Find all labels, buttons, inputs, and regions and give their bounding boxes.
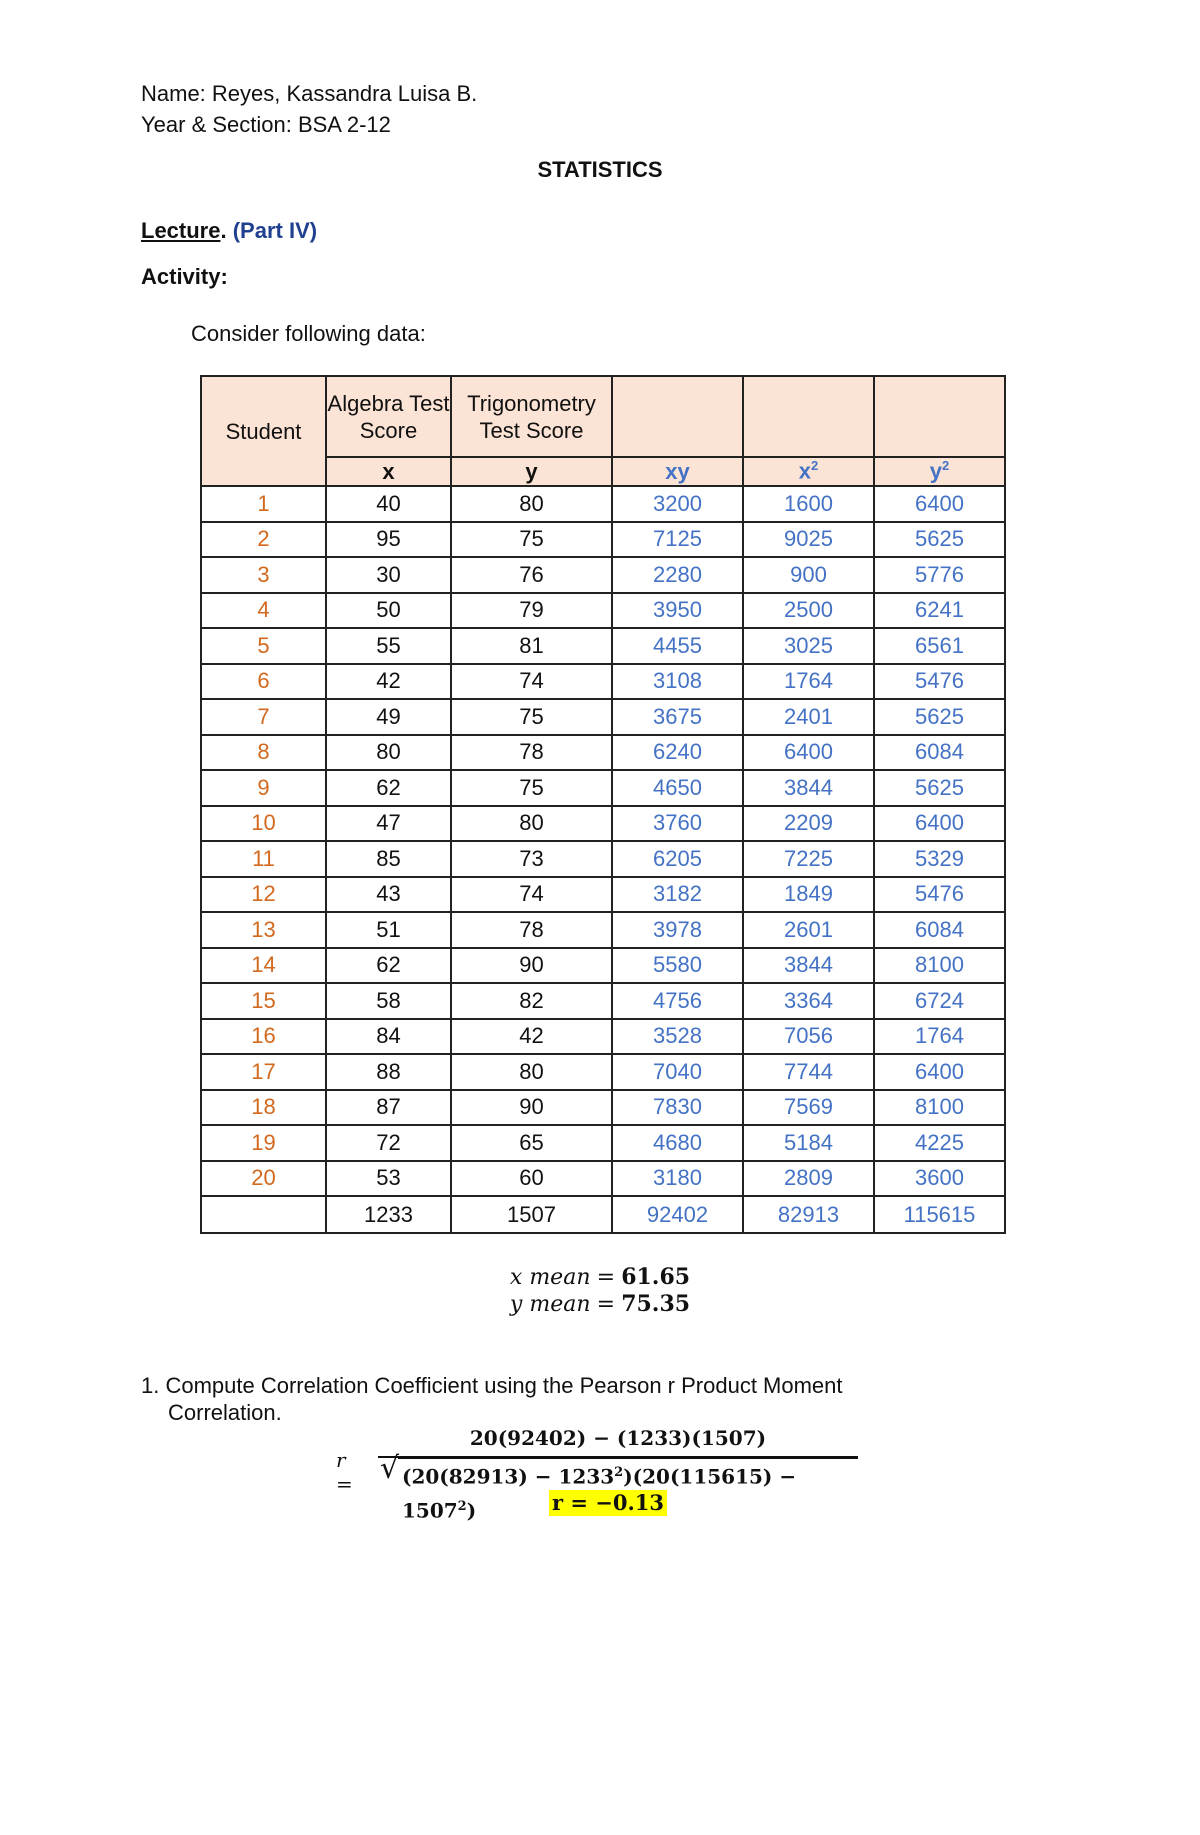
cell-y: 78 xyxy=(451,735,612,771)
header-blank-xy xyxy=(612,376,743,457)
totals-row xyxy=(201,1196,1005,1233)
cell-x: 42 xyxy=(326,664,451,700)
cell-student: 16 xyxy=(201,1019,326,1055)
year-section: Year & Section: BSA 2-12 xyxy=(141,112,391,137)
header-blank-x2 xyxy=(743,376,874,457)
cell-x-squared: 5184 xyxy=(743,1125,874,1161)
activity-heading: Activity: xyxy=(141,264,228,289)
cell-y: 82 xyxy=(451,983,612,1019)
cell-x-squared: 2601 xyxy=(743,912,874,948)
cell-x-squared: 7744 xyxy=(743,1054,874,1090)
cell-y-squared: 3600 xyxy=(874,1161,1005,1197)
cell-student: 15 xyxy=(201,983,326,1019)
table-row xyxy=(201,735,1005,771)
cell-student: 18 xyxy=(201,1090,326,1126)
cell-xy: 4455 xyxy=(612,628,743,664)
cell-y-squared: 8100 xyxy=(874,1090,1005,1126)
question-1 xyxy=(141,1372,843,1426)
header-x-squared-exp: 2 xyxy=(811,458,819,474)
cell-y-squared: 6400 xyxy=(874,806,1005,842)
header-xy: xy xyxy=(612,457,743,486)
cell-xy: 3180 xyxy=(612,1161,743,1197)
lecture-punct: . xyxy=(220,218,227,243)
header-algebra: Algebra Test Score xyxy=(326,376,451,457)
cell-student: 8 xyxy=(201,735,326,771)
header-trigonometry: Trigonometry Test Score xyxy=(451,376,612,457)
cell-y: 60 xyxy=(451,1161,612,1197)
cell-x-squared: 3364 xyxy=(743,983,874,1019)
header-x-squared xyxy=(743,457,874,486)
cell-x: 62 xyxy=(326,948,451,984)
cell-student: 14 xyxy=(201,948,326,984)
cell-y-squared: 6084 xyxy=(874,912,1005,948)
cell-xy: 7125 xyxy=(612,522,743,558)
cell-y: 75 xyxy=(451,522,612,558)
cell-y: 80 xyxy=(451,1054,612,1090)
formula-lhs: r = xyxy=(336,1448,353,1496)
cell-x-squared: 2401 xyxy=(743,699,874,735)
den-part-c: ) xyxy=(466,1498,477,1523)
table-row xyxy=(201,841,1005,877)
cell-x-squared: 7056 xyxy=(743,1019,874,1055)
lecture-label: Lecture xyxy=(141,218,221,243)
cell-student: 12 xyxy=(201,877,326,913)
lecture-part: (Part IV) xyxy=(232,218,318,243)
cell-y: 79 xyxy=(451,593,612,629)
cell-y-squared: 5776 xyxy=(874,557,1005,593)
cell-xy: 2280 xyxy=(612,557,743,593)
cell-x-squared: 7569 xyxy=(743,1090,874,1126)
cell-xy: 3182 xyxy=(612,877,743,913)
cell-y-squared: 5329 xyxy=(874,841,1005,877)
cell-student: 11 xyxy=(201,841,326,877)
cell-y: 78 xyxy=(451,912,612,948)
cell-y: 90 xyxy=(451,948,612,984)
cell-xy: 5580 xyxy=(612,948,743,984)
cell-x-squared: 3844 xyxy=(743,770,874,806)
table-row xyxy=(201,593,1005,629)
sqrt-icon: √ xyxy=(380,1451,400,1486)
cell-student: 17 xyxy=(201,1054,326,1090)
cell-x: 51 xyxy=(326,912,451,948)
total-x: 1233 xyxy=(326,1196,451,1233)
cell-x-squared: 2500 xyxy=(743,593,874,629)
cell-x: 87 xyxy=(326,1090,451,1126)
cell-x-squared: 2209 xyxy=(743,806,874,842)
cell-xy: 3950 xyxy=(612,593,743,629)
table-row xyxy=(201,877,1005,913)
cell-xy: 6205 xyxy=(612,841,743,877)
header-x-squared-base: x xyxy=(798,458,811,484)
cell-x-squared: 6400 xyxy=(743,735,874,771)
cell-xy: 4650 xyxy=(612,770,743,806)
table-row xyxy=(201,770,1005,806)
table-row xyxy=(201,983,1005,1019)
cell-x: 50 xyxy=(326,593,451,629)
cell-y-squared: 6724 xyxy=(874,983,1005,1019)
data-table xyxy=(200,375,1006,1234)
cell-xy: 3760 xyxy=(612,806,743,842)
cell-student: 20 xyxy=(201,1161,326,1197)
cell-xy: 3200 xyxy=(612,486,743,522)
table-row xyxy=(201,806,1005,842)
cell-xy: 3978 xyxy=(612,912,743,948)
header-student: Student xyxy=(201,376,326,486)
cell-y-squared: 5625 xyxy=(874,522,1005,558)
cell-xy: 3675 xyxy=(612,699,743,735)
table-row xyxy=(201,948,1005,984)
cell-x: 62 xyxy=(326,770,451,806)
cell-xy: 6240 xyxy=(612,735,743,771)
cell-x-squared: 2809 xyxy=(743,1161,874,1197)
cell-x: 95 xyxy=(326,522,451,558)
cell-y: 81 xyxy=(451,628,612,664)
cell-y-squared: 6561 xyxy=(874,628,1005,664)
cell-y: 90 xyxy=(451,1090,612,1126)
table-row xyxy=(201,1019,1005,1055)
cell-x-squared: 1764 xyxy=(743,664,874,700)
cell-x-squared: 7225 xyxy=(743,841,874,877)
cell-x-squared: 900 xyxy=(743,557,874,593)
student-name: Name: Reyes, Kassandra Luisa B. xyxy=(141,81,478,106)
header-blank-y2 xyxy=(874,376,1005,457)
cell-y-squared: 6400 xyxy=(874,486,1005,522)
cell-y: 75 xyxy=(451,699,612,735)
cell-x: 43 xyxy=(326,877,451,913)
cell-y: 80 xyxy=(451,486,612,522)
cell-student: 2 xyxy=(201,522,326,558)
table-row xyxy=(201,1090,1005,1126)
cell-x: 47 xyxy=(326,806,451,842)
cell-student: 9 xyxy=(201,770,326,806)
cell-x-squared: 3025 xyxy=(743,628,874,664)
cell-student: 3 xyxy=(201,557,326,593)
header-x: x xyxy=(326,457,451,486)
cell-y: 42 xyxy=(451,1019,612,1055)
y-mean: y mean = 75.35 xyxy=(509,1291,691,1317)
y-mean-value: 75.35 xyxy=(621,1291,691,1317)
cell-y: 80 xyxy=(451,806,612,842)
cell-student: 7 xyxy=(201,699,326,735)
cell-y-squared: 6241 xyxy=(874,593,1005,629)
table-row xyxy=(201,486,1005,522)
cell-x: 58 xyxy=(326,983,451,1019)
cell-xy: 4680 xyxy=(612,1125,743,1161)
cell-x-squared: 1849 xyxy=(743,877,874,913)
header-y: y xyxy=(451,457,612,486)
table-row xyxy=(201,699,1005,735)
header-y-squared-exp: 2 xyxy=(942,458,950,474)
cell-y-squared: 5625 xyxy=(874,699,1005,735)
cell-x: 84 xyxy=(326,1019,451,1055)
cell-student: 1 xyxy=(201,486,326,522)
cell-x: 80 xyxy=(326,735,451,771)
cell-x: 88 xyxy=(326,1054,451,1090)
total-xy: 92402 xyxy=(612,1196,743,1233)
cell-xy: 4756 xyxy=(612,983,743,1019)
cell-y-squared: 6084 xyxy=(874,735,1005,771)
cell-y-squared: 5476 xyxy=(874,664,1005,700)
den-exp-b: 2 xyxy=(457,1498,467,1514)
cell-xy: 7830 xyxy=(612,1090,743,1126)
den-part-b: )(20(115615) − 1507 xyxy=(402,1464,797,1523)
table-row xyxy=(201,1161,1005,1197)
table-row xyxy=(201,628,1005,664)
table-row xyxy=(201,557,1005,593)
cell-y: 73 xyxy=(451,841,612,877)
cell-y-squared: 5625 xyxy=(874,770,1005,806)
cell-x-squared: 1600 xyxy=(743,486,874,522)
cell-y: 74 xyxy=(451,664,612,700)
cell-y-squared: 4225 xyxy=(874,1125,1005,1161)
cell-student: 19 xyxy=(201,1125,326,1161)
cell-student: 6 xyxy=(201,664,326,700)
cell-y-squared: 6400 xyxy=(874,1054,1005,1090)
cell-student: 10 xyxy=(201,806,326,842)
x-mean-value: 61.65 xyxy=(621,1264,691,1290)
cell-student: 4 xyxy=(201,593,326,629)
x-mean: x mean = 61.65 xyxy=(509,1264,691,1290)
cell-y-squared: 8100 xyxy=(874,948,1005,984)
den-exp-a: 2 xyxy=(614,1465,624,1480)
cell-x-squared: 9025 xyxy=(743,522,874,558)
cell-x: 53 xyxy=(326,1161,451,1197)
den-part-a: (20(82913) − 1233 xyxy=(402,1464,615,1489)
cell-y: 75 xyxy=(451,770,612,806)
cell-student: 13 xyxy=(201,912,326,948)
lecture-heading xyxy=(141,218,317,244)
header-y-squared-base: y xyxy=(929,458,942,484)
total-y: 1507 xyxy=(451,1196,612,1233)
sqrt-overline xyxy=(398,1458,858,1459)
cell-y: 74 xyxy=(451,877,612,913)
table-row xyxy=(201,1125,1005,1161)
table-row xyxy=(201,912,1005,948)
table-row xyxy=(201,1054,1005,1090)
cell-x: 85 xyxy=(326,841,451,877)
y-mean-label: y mean xyxy=(509,1292,591,1317)
cell-x: 49 xyxy=(326,699,451,735)
cell-x-squared: 3844 xyxy=(743,948,874,984)
cell-y-squared: 5476 xyxy=(874,877,1005,913)
formula-numerator: 20(92402) − (1233)(1507) xyxy=(469,1426,767,1450)
cell-x: 72 xyxy=(326,1125,451,1161)
cell-xy: 7040 xyxy=(612,1054,743,1090)
cell-x: 40 xyxy=(326,486,451,522)
cell-x: 30 xyxy=(326,557,451,593)
question-line-2: Correlation. xyxy=(168,1400,282,1425)
cell-xy: 3528 xyxy=(612,1019,743,1055)
question-line-1: 1. Compute Correlation Coefficient using the Pearson r Product Moment xyxy=(141,1373,843,1398)
total-label xyxy=(201,1196,326,1233)
page-title: STATISTICS xyxy=(537,157,663,182)
header-y-squared xyxy=(874,457,1005,486)
cell-y-squared: 1764 xyxy=(874,1019,1005,1055)
cell-x: 55 xyxy=(326,628,451,664)
cell-xy: 3108 xyxy=(612,664,743,700)
table-row xyxy=(201,664,1005,700)
cell-student: 5 xyxy=(201,628,326,664)
result-highlight: r = −0.13 xyxy=(549,1490,667,1516)
cell-y: 65 xyxy=(451,1125,612,1161)
table-row xyxy=(201,522,1005,558)
instruction-text: Consider following data: xyxy=(191,321,426,346)
total-x-squared: 82913 xyxy=(743,1196,874,1233)
x-mean-label: x mean xyxy=(509,1265,591,1290)
table-body xyxy=(201,486,1005,1196)
total-y-squared: 115615 xyxy=(874,1196,1005,1233)
cell-y: 76 xyxy=(451,557,612,593)
